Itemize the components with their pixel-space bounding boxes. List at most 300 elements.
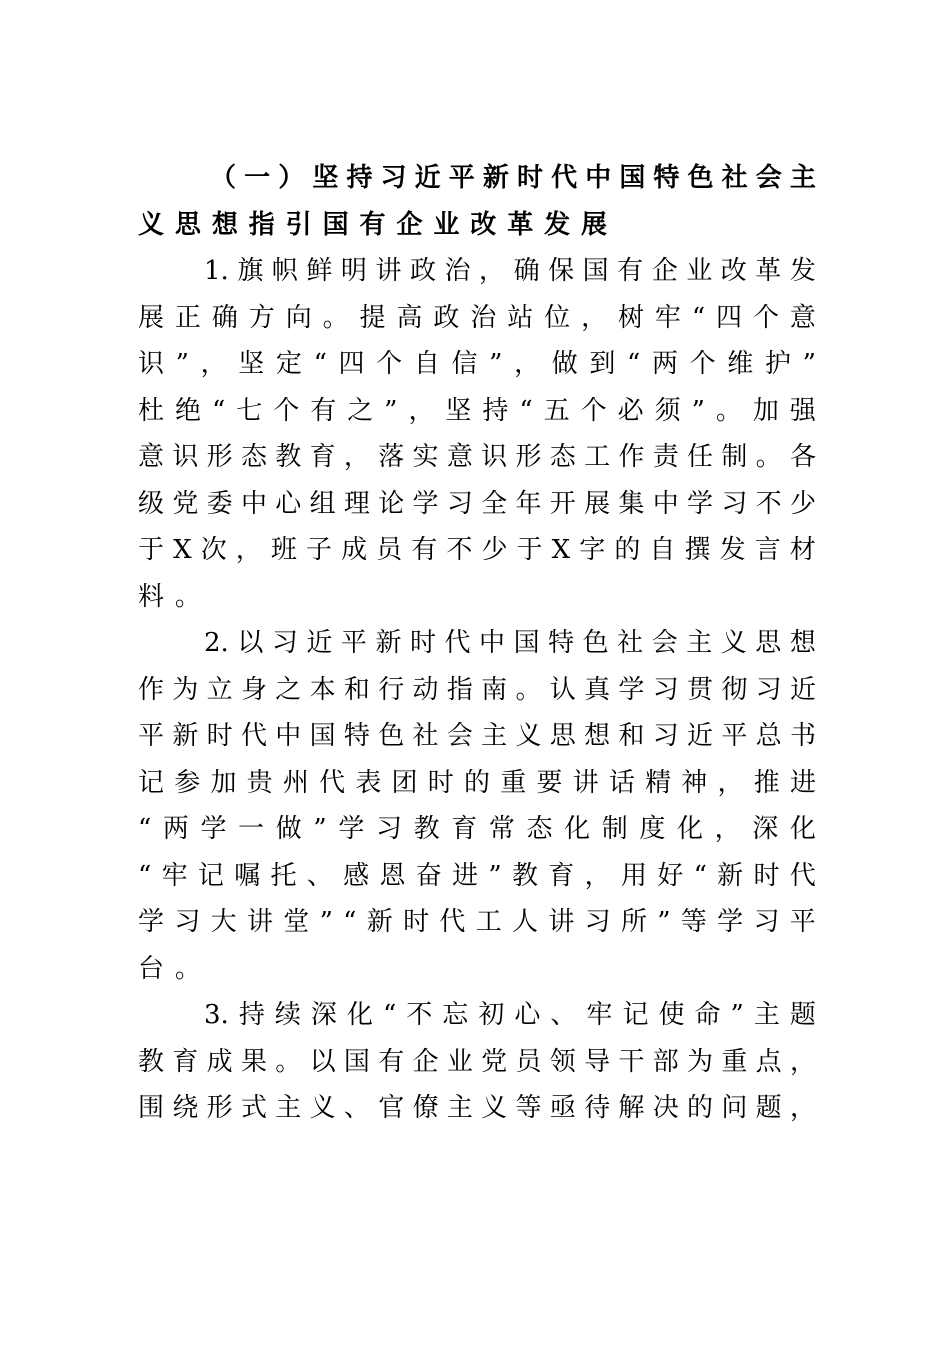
glyph: 化: [676, 814, 703, 844]
glyph: 彻: [721, 674, 748, 705]
glyph: 展: [138, 302, 165, 333]
glyph: 方: [248, 302, 275, 333]
glyph: 代: [319, 767, 346, 798]
glyph: ，: [343, 442, 370, 472]
glyph: 撰: [684, 535, 711, 565]
glyph: 个: [689, 349, 716, 379]
glyph: 明: [340, 256, 367, 286]
glyph: 题: [755, 1093, 782, 1123]
glyph: 确: [513, 256, 540, 286]
glyph: 心: [275, 488, 302, 519]
glyph: 学: [717, 907, 744, 937]
glyph: 须: [654, 395, 681, 426]
glyph: 高: [396, 302, 423, 333]
glyph: 杜: [138, 395, 165, 426]
glyph: 恩: [379, 860, 406, 891]
glyph: 中: [585, 163, 612, 193]
glyph: 社: [617, 628, 644, 658]
glyph: 责: [652, 442, 679, 472]
glyph: 习: [753, 907, 780, 937]
paragraph-line: [138, 434, 816, 481]
glyph: ）: [278, 163, 305, 193]
glyph: 时: [409, 628, 436, 658]
glyph: 领: [549, 1046, 576, 1077]
glyph: 四: [716, 302, 743, 333]
paragraph-line: 料。: [138, 581, 212, 612]
glyph: 落: [378, 442, 405, 472]
glyph: 开: [549, 488, 576, 519]
glyph: （: [210, 163, 237, 193]
glyph: 使: [658, 1000, 685, 1030]
glyph: “: [211, 395, 226, 426]
glyph: ，: [789, 1093, 816, 1123]
glyph: 制: [721, 442, 748, 472]
glyph: 位: [544, 302, 571, 333]
glyph: 平: [138, 721, 165, 751]
paragraph-line: [138, 341, 816, 388]
glyph: 导: [584, 1046, 611, 1077]
glyph: 形: [206, 442, 233, 472]
glyph: 色: [378, 721, 405, 751]
paragraph-3: [138, 992, 816, 1132]
glyph: 思: [755, 628, 782, 658]
glyph: 中: [479, 628, 506, 658]
glyph: 有: [378, 1046, 405, 1077]
glyph: 化: [564, 814, 591, 844]
glyph: 坚: [238, 349, 265, 379]
glyph: 书: [789, 721, 816, 751]
glyph: ，: [200, 349, 227, 379]
glyph: 时: [206, 721, 233, 751]
glyph: 特: [653, 163, 680, 193]
glyph: 、: [550, 1000, 577, 1030]
glyph: 近: [414, 163, 441, 193]
glyph: 行: [378, 674, 405, 705]
glyph: 党: [481, 1046, 508, 1077]
glyph: 习: [755, 674, 782, 705]
glyph: 个: [752, 302, 779, 333]
glyph: 态: [240, 442, 267, 472]
glyph: 主: [789, 163, 816, 193]
paragraph-line: [138, 992, 816, 1039]
glyph: 真: [584, 674, 611, 705]
glyph: 时: [403, 907, 430, 937]
glyph: 形: [206, 1093, 233, 1123]
glyph: 特: [343, 721, 370, 751]
glyph: 强: [789, 395, 816, 426]
glyph: 平: [340, 628, 367, 658]
glyph: 大: [210, 907, 237, 937]
paragraph-line: [138, 388, 816, 435]
glyph: 度: [639, 814, 666, 844]
glyph: 发: [719, 535, 746, 565]
glyph: 初: [478, 1000, 505, 1030]
glyph: ，: [479, 256, 506, 286]
glyph: 之: [347, 395, 374, 426]
glyph: 育: [548, 860, 575, 891]
glyph: 识: [481, 442, 508, 472]
paragraph-line: [138, 295, 816, 342]
glyph: 和: [343, 674, 370, 705]
glyph: 认: [549, 674, 576, 705]
glyph: 主: [275, 1093, 302, 1123]
glyph: “: [691, 302, 706, 333]
glyph: 保: [548, 256, 575, 286]
glyph: 加: [752, 395, 779, 426]
glyph: 立: [206, 674, 233, 705]
glyph: 时: [516, 163, 543, 193]
glyph: 神: [681, 767, 708, 798]
glyph: 识: [172, 442, 199, 472]
glyph: 业: [446, 1046, 473, 1077]
glyph: 两: [162, 814, 189, 844]
glyph: 义: [720, 628, 747, 658]
glyph: 旗: [237, 256, 264, 286]
glyph: 之: [275, 674, 302, 705]
glyph: 教: [138, 1046, 165, 1077]
glyph: 3.: [204, 1000, 229, 1030]
glyph: 代: [789, 860, 816, 891]
glyph: 记: [197, 860, 224, 891]
glyph: 不: [755, 488, 782, 519]
glyph: 色: [687, 163, 714, 193]
glyph: 四: [338, 349, 365, 379]
glyph: 干: [618, 1046, 645, 1077]
glyph: 于: [138, 535, 165, 565]
glyph: 坚: [445, 395, 472, 426]
glyph: 深: [752, 814, 779, 844]
glyph: 字: [579, 535, 606, 565]
glyph: 言: [754, 535, 781, 565]
glyph: 嘱: [234, 860, 261, 891]
glyph: 的: [463, 767, 490, 798]
glyph: 自: [413, 349, 440, 379]
glyph: 识: [138, 349, 165, 379]
glyph: 化: [789, 814, 816, 844]
glyph: ”: [489, 349, 503, 379]
glyph: 待: [584, 1093, 611, 1123]
paragraph-line: [138, 1085, 816, 1132]
glyph: 工: [584, 442, 611, 472]
glyph: 式: [240, 1093, 267, 1123]
glyph: 习: [271, 628, 298, 658]
glyph: 帜: [271, 256, 298, 286]
glyph: X: [173, 535, 192, 565]
glyph: 代: [444, 628, 471, 658]
glyph: 牢: [586, 1000, 613, 1030]
glyph: 国: [309, 721, 336, 751]
glyph: 习: [652, 674, 679, 705]
glyph: 作: [618, 442, 645, 472]
glyph: 新: [375, 628, 402, 658]
glyph: 两: [651, 349, 678, 379]
glyph: 新: [717, 860, 744, 891]
glyph: 讲: [548, 907, 575, 937]
glyph: 。: [715, 395, 742, 426]
paragraph-line: [138, 899, 816, 946]
glyph: “: [138, 860, 152, 891]
paragraph-line: [138, 806, 816, 853]
glyph: 教: [413, 814, 440, 844]
glyph: 工: [475, 907, 502, 937]
glyph: 育: [309, 442, 336, 472]
glyph: 企: [412, 1046, 439, 1077]
glyph: 时: [427, 767, 454, 798]
glyph: 教: [512, 860, 539, 891]
paragraph-line: [138, 1039, 816, 1086]
glyph: 发: [789, 256, 816, 286]
glyph: 果: [240, 1046, 267, 1077]
glyph: “: [693, 860, 707, 891]
glyph: 决: [652, 1093, 679, 1123]
glyph: 绕: [172, 1093, 199, 1123]
glyph: 色: [582, 628, 609, 658]
glyph: 精: [645, 767, 672, 798]
glyph: ”: [802, 349, 816, 379]
glyph: 亟: [549, 1093, 576, 1123]
glyph: 政: [409, 256, 436, 286]
glyph: 业: [686, 256, 713, 286]
glyph: 态: [549, 442, 576, 472]
glyph: 意: [138, 442, 165, 472]
glyph: 主: [753, 1000, 780, 1030]
glyph: 习: [375, 814, 402, 844]
glyph: 育: [172, 1046, 199, 1077]
glyph: 企: [651, 256, 678, 286]
glyph: 年: [515, 488, 542, 519]
glyph: 推: [753, 767, 780, 798]
glyph: 所: [620, 907, 647, 937]
glyph: 讲: [572, 767, 599, 798]
glyph: 主: [446, 1093, 473, 1123]
glyph: 问: [721, 1093, 748, 1123]
glyph: “: [313, 349, 327, 379]
glyph: 级: [138, 488, 165, 519]
glyph: 。: [275, 1046, 302, 1077]
paragraph-1: [138, 248, 816, 620]
glyph: 。: [322, 302, 349, 333]
glyph: 治: [444, 256, 471, 286]
glyph: 加: [210, 767, 237, 798]
glyph: 义: [481, 1093, 508, 1123]
glyph: 会: [651, 628, 678, 658]
glyph: 各: [789, 442, 816, 472]
glyph: ”: [175, 349, 189, 379]
glyph: 集: [618, 488, 645, 519]
glyph: 主: [481, 721, 508, 751]
glyph: 化: [346, 1000, 373, 1030]
glyph: 国: [619, 163, 646, 193]
glyph: 要: [536, 767, 563, 798]
glyph: 以: [237, 628, 264, 658]
glyph: 等: [680, 907, 707, 937]
glyph: 坚: [312, 163, 339, 193]
glyph: 提: [359, 302, 386, 333]
glyph: 展: [584, 488, 611, 519]
section-heading: [138, 155, 816, 248]
glyph: 新: [172, 721, 199, 751]
glyph: 改: [720, 256, 747, 286]
glyph: 员: [376, 535, 403, 565]
paragraph-line: [138, 667, 816, 714]
glyph: 2.: [204, 628, 229, 658]
glyph: 有: [411, 535, 438, 565]
glyph: 动: [412, 674, 439, 705]
glyph: ，: [584, 860, 611, 891]
glyph: 任: [687, 442, 714, 472]
glyph: 团: [391, 767, 418, 798]
glyph: 等: [515, 1093, 542, 1123]
glyph: ”: [313, 814, 327, 844]
glyph: 意: [446, 442, 473, 472]
glyph: 制: [601, 814, 628, 844]
glyph: 维: [727, 349, 754, 379]
glyph: X: [551, 535, 571, 565]
glyph: 用: [620, 860, 647, 891]
glyph: 五: [543, 395, 570, 426]
glyph: 一: [238, 814, 265, 844]
glyph: 定: [275, 349, 302, 379]
glyph: 政: [433, 302, 460, 333]
glyph: 员: [515, 1046, 542, 1077]
glyph: 身: [240, 674, 267, 705]
glyph: 班: [270, 535, 297, 565]
glyph: 做: [551, 349, 578, 379]
glyph: 学: [138, 907, 165, 937]
glyph: 平: [789, 907, 816, 937]
glyph: 有: [310, 395, 337, 426]
glyph: 个: [273, 395, 300, 426]
glyph: 学: [200, 814, 227, 844]
glyph: 护: [764, 349, 791, 379]
glyph: 。: [755, 442, 782, 472]
glyph: 常: [488, 814, 515, 844]
paragraph-line: 台。: [138, 953, 212, 984]
glyph: 记: [622, 1000, 649, 1030]
glyph: 忘: [442, 1000, 469, 1030]
glyph: 持: [482, 395, 509, 426]
glyph: 为: [687, 1046, 714, 1077]
glyph: 习: [380, 163, 407, 193]
glyph: 续: [274, 1000, 301, 1030]
glyph: 习: [174, 907, 201, 937]
paragraph-line: [138, 481, 816, 528]
glyph: 到: [589, 349, 616, 379]
glyph: 会: [446, 721, 473, 751]
glyph: 牢: [654, 302, 681, 333]
glyph: 中: [652, 488, 679, 519]
glyph: 少: [789, 488, 816, 519]
glyph: 以: [309, 1046, 336, 1077]
glyph: “: [382, 1000, 397, 1030]
glyph: 的: [687, 1093, 714, 1123]
glyph: 革: [755, 256, 782, 286]
glyph: 治: [470, 302, 497, 333]
glyph: 、: [343, 1093, 370, 1123]
glyph: 时: [753, 860, 780, 891]
glyph: 学: [687, 488, 714, 519]
glyph: 重: [721, 1046, 748, 1077]
glyph: 代: [240, 721, 267, 751]
glyph: 育: [451, 814, 478, 844]
glyph: ，: [581, 302, 608, 333]
glyph: 想: [789, 628, 816, 658]
glyph: 好: [657, 860, 684, 891]
glyph: ”: [384, 395, 398, 426]
glyph: ”: [730, 1000, 744, 1030]
glyph: 重: [500, 767, 527, 798]
glyph: 堂: [283, 907, 310, 937]
glyph: 少: [481, 535, 508, 565]
glyph: 材: [789, 535, 816, 565]
glyph: 成: [206, 1046, 233, 1077]
glyph: 特: [548, 628, 575, 658]
glyph: ，: [714, 814, 741, 844]
glyph: ”: [319, 907, 333, 937]
glyph: 习: [446, 488, 473, 519]
glyph: 进: [452, 860, 479, 891]
glyph: 态: [526, 814, 553, 844]
glyph: 代: [439, 907, 466, 937]
glyph: 贵: [246, 767, 273, 798]
glyph: 必: [617, 395, 644, 426]
glyph: 解: [618, 1093, 645, 1123]
document-body: [138, 155, 816, 1132]
glyph: 持: [346, 163, 373, 193]
glyph: “: [343, 907, 357, 937]
glyph: 和: [618, 721, 645, 751]
glyph: 讲: [375, 256, 402, 286]
glyph: 围: [138, 1093, 165, 1123]
glyph: 中: [275, 721, 302, 751]
glyph: ，: [408, 395, 435, 426]
glyph: 人: [512, 907, 539, 937]
glyph: 。: [515, 674, 542, 705]
glyph: ，: [514, 349, 541, 379]
glyph: 作: [138, 674, 165, 705]
glyph: 形: [515, 442, 542, 472]
glyph: 代: [551, 163, 578, 193]
glyph: 1.: [204, 256, 229, 286]
glyph: 鲜: [306, 256, 333, 286]
glyph: 会: [755, 163, 782, 193]
glyph: 新: [366, 907, 393, 937]
glyph: 深: [310, 1000, 337, 1030]
glyph: 平: [721, 721, 748, 751]
glyph: 教: [275, 442, 302, 472]
glyph: ，: [717, 767, 744, 798]
glyph: 站: [507, 302, 534, 333]
glyph: 国: [343, 1046, 370, 1077]
glyph: 个: [376, 349, 403, 379]
glyph: 官: [378, 1093, 405, 1123]
glyph: 新: [482, 163, 509, 193]
glyph: 部: [652, 1046, 679, 1077]
glyph: 向: [285, 302, 312, 333]
glyph: ”: [488, 860, 502, 891]
glyph: 树: [617, 302, 644, 333]
glyph: 国: [582, 256, 609, 286]
glyph: 主: [686, 628, 713, 658]
glyph: 点: [755, 1046, 782, 1077]
glyph: ”: [657, 907, 671, 937]
glyph: ，: [235, 535, 262, 565]
glyph: 近: [306, 628, 333, 658]
paragraph-2: [138, 620, 816, 992]
glyph: 本: [309, 674, 336, 705]
glyph: 习: [721, 488, 748, 519]
glyph: 个: [580, 395, 607, 426]
